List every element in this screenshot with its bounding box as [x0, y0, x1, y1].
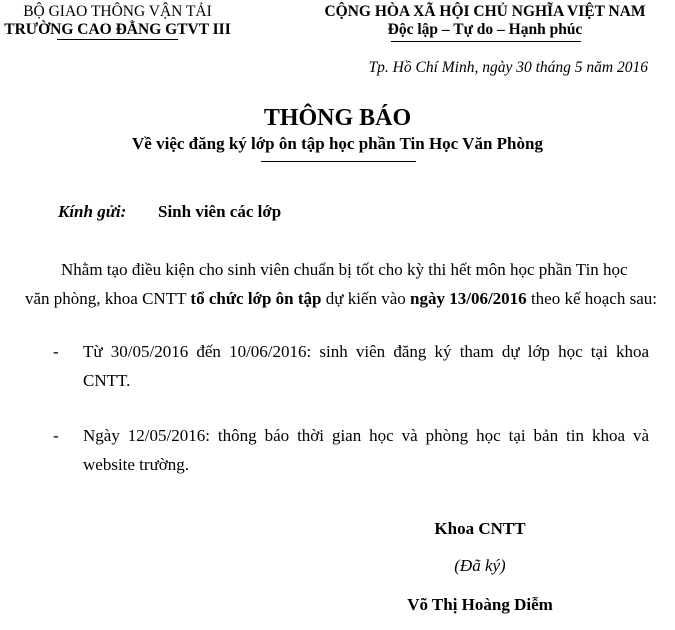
document-date: Tp. Hồ Chí Minh, ngày 30 tháng 5 năm 2016: [368, 59, 648, 76]
ministry-name: BỘ GIAO THÔNG VẬN TẢI: [23, 3, 212, 20]
signature-signed-note: (Đã ký): [454, 556, 506, 575]
bullet-dash: -: [53, 426, 59, 445]
signature-department: Khoa CNTT: [434, 519, 526, 538]
signature-name: Võ Thị Hoàng Diễm: [407, 595, 553, 614]
body-paragraph: [0, 255, 657, 325]
bullet-item-1-line-2: CNTT.: [83, 371, 131, 390]
bullet-item-1-line-1: Từ 30/05/2016 đến 10/06/2016: sinh viên đăng ký tham dự lớp học tại khoa: [83, 342, 649, 361]
salutation-label: Kính gửi:: [58, 202, 127, 221]
body-text: văn phòng, khoa CNTT: [25, 289, 191, 308]
body-text: theo kế hoạch sau:: [526, 289, 657, 308]
school-name: TRƯỜNG CAO ĐẲNG GTVT III: [4, 21, 231, 38]
body-line-2: [25, 284, 657, 313]
motto-underline: [391, 41, 581, 42]
document-subtitle: Về việc đăng ký lớp ôn tập học phần Tin Học Văn Phòng: [132, 134, 543, 153]
bullet-dash: -: [53, 342, 59, 361]
school-underline: [57, 39, 178, 40]
body-emphasis: tổ chức lớp ôn tập: [190, 289, 322, 308]
bullet-item-2-line-1: Ngày 12/05/2016: thông báo thời gian học và phòng học tại bản tin khoa và: [83, 426, 649, 445]
body-emphasis-date: ngày 13/06/2016: [410, 289, 527, 308]
title-underline: [261, 161, 416, 162]
body-text: dự kiến vào: [321, 289, 411, 308]
republic-header: CỘNG HÒA XÃ HỘI CHỦ NGHĨA VIỆT NAM: [324, 3, 646, 20]
body-line-1: Nhằm tạo điều kiện cho sinh viên chuẩn bị tốt cho kỳ thi hết môn học phần Tin học: [61, 260, 628, 279]
salutation-recipient: Sinh viên các lớp: [158, 202, 282, 221]
document-title: THÔNG BÁO: [263, 105, 412, 131]
national-motto: Độc lập – Tự do – Hạnh phúc: [387, 21, 583, 38]
bullet-item-2-line-2: website trường.: [83, 455, 190, 474]
